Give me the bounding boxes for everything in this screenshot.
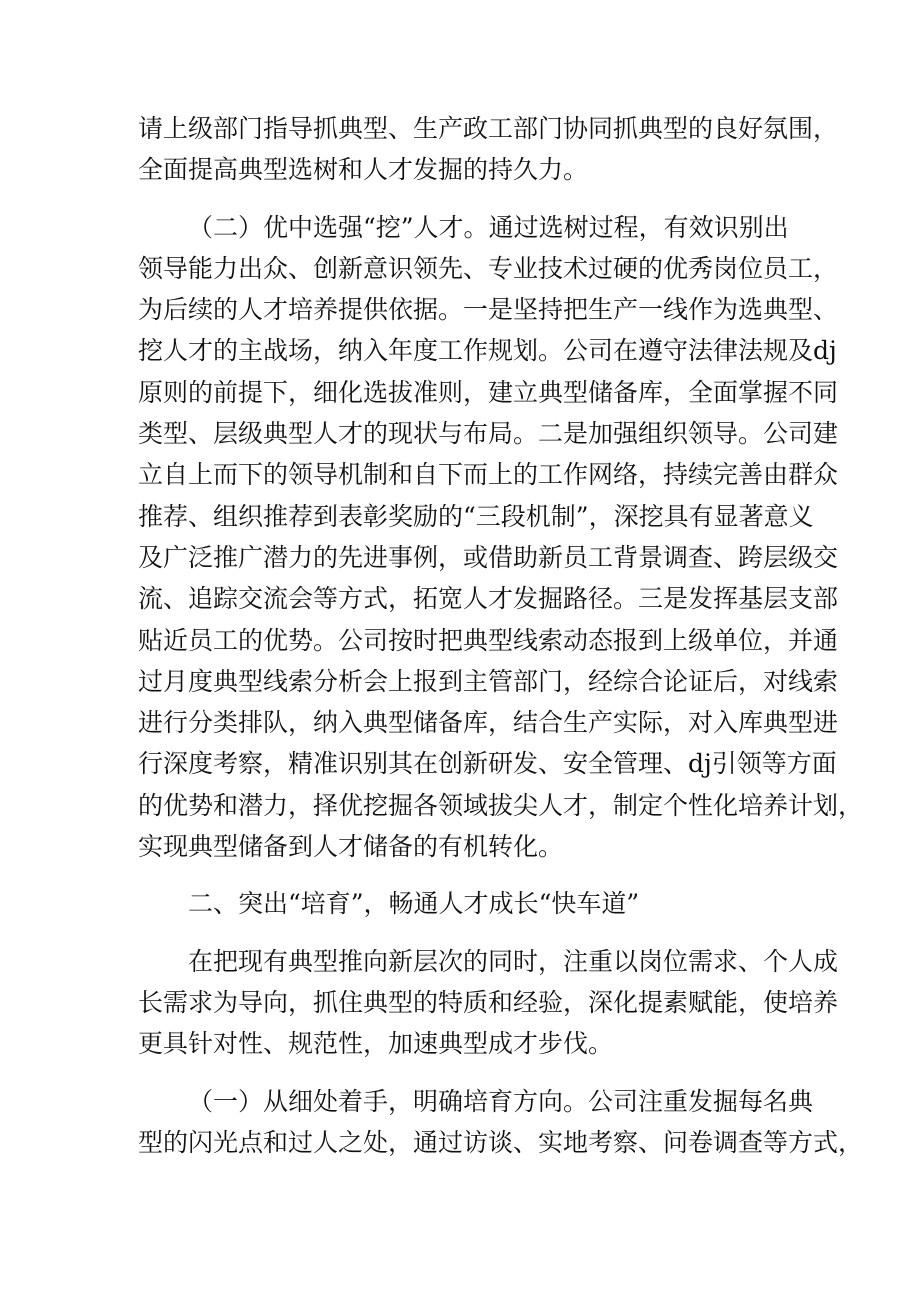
text-line: 原则的前提下，细化选拔准则，建立典型储备库，全面掌握不同 bbox=[138, 377, 839, 407]
heading-line: 二、突出“培育”，畅通人才成长“快车道” bbox=[188, 889, 640, 919]
text-line: 挖人才的主战场，纳入年度工作规划。公司在遵守法律法规及dj bbox=[138, 336, 837, 366]
text-line: 请上级部门指导抓典型、生产政工部门协同抓典型的良好氛围， bbox=[138, 114, 839, 143]
paragraph bbox=[138, 1081, 864, 1164]
text-line: 更具针对性、规范性，加速典型成才步伐。 bbox=[138, 1029, 614, 1059]
text-line: 过月度典型线索分析会上报到主管部门，经综合论证后，对线索 bbox=[138, 666, 839, 696]
document-body bbox=[138, 108, 864, 1163]
text-line: 行深度考察，精准识别其在创新研发、安全管理、dj引领等方面 bbox=[138, 749, 837, 779]
text-line: 流、追踪交流会等方式，拓宽人才发掘路径。三是发挥基层支部 bbox=[138, 584, 839, 614]
paragraph-gap bbox=[138, 925, 788, 941]
text-line: 类型、层级典型人才的现状与布局。二是加强组织领导。公司建 bbox=[138, 419, 839, 449]
text-line: 贴近员工的优势。公司按时把典型线索动态报到上级单位，并通 bbox=[138, 625, 839, 655]
text-line: 型的闪光点和过人之处，通过访谈、实地考察、问卷调查等方式， bbox=[138, 1127, 864, 1157]
text-line: 全面提高典型选树和人才发掘的持久力。 bbox=[138, 155, 589, 185]
text-line: 实现典型储备到人才储备的有机转化。 bbox=[138, 832, 564, 862]
text-line: 长需求为导向，抓住典型的特质和经验，深化提素赋能，使培养 bbox=[138, 987, 839, 1017]
paragraph bbox=[138, 108, 839, 191]
text-line: 及广泛推广潜力的先进事例，或借助新员工背景调查、跨层级交 bbox=[138, 542, 839, 572]
text-line: （二）优中选强“挖”人才。通过选树过程，有效识别出 bbox=[188, 212, 789, 242]
text-line: （一）从细处着手，明确培育方向。公司注重发掘每名典 bbox=[188, 1086, 814, 1116]
text-line: 的优势和潜力，择优挖掘各领域拔尖人才，制定个性化培养计划， bbox=[138, 790, 864, 820]
text-line: 在把现有典型推向新层次的同时，注重以岗位需求、个人成 bbox=[188, 946, 839, 976]
text-line: 为后续的人才培养提供依据。一是坚持把生产一线作为选典型、 bbox=[138, 295, 839, 325]
text-line: 推荐、组织推荐到表彰奖励的“三段机制”，深挖具有显著意义 bbox=[138, 501, 814, 531]
section-heading bbox=[138, 883, 788, 924]
paragraph bbox=[138, 207, 864, 868]
text-line: 立自上而下的领导机制和自下而上的工作网络，持续完善由群众 bbox=[138, 460, 839, 490]
paragraph-gap bbox=[138, 1065, 788, 1081]
text-line: 进行分类排队，纳入典型储备库，结合生产实际，对入库典型进 bbox=[138, 708, 839, 738]
paragraph bbox=[138, 941, 839, 1065]
paragraph-gap bbox=[138, 867, 788, 883]
text-line: 领导能力出众、创新意识领先、专业技术过硬的优秀岗位员工， bbox=[138, 253, 839, 283]
paragraph-gap bbox=[138, 191, 788, 207]
